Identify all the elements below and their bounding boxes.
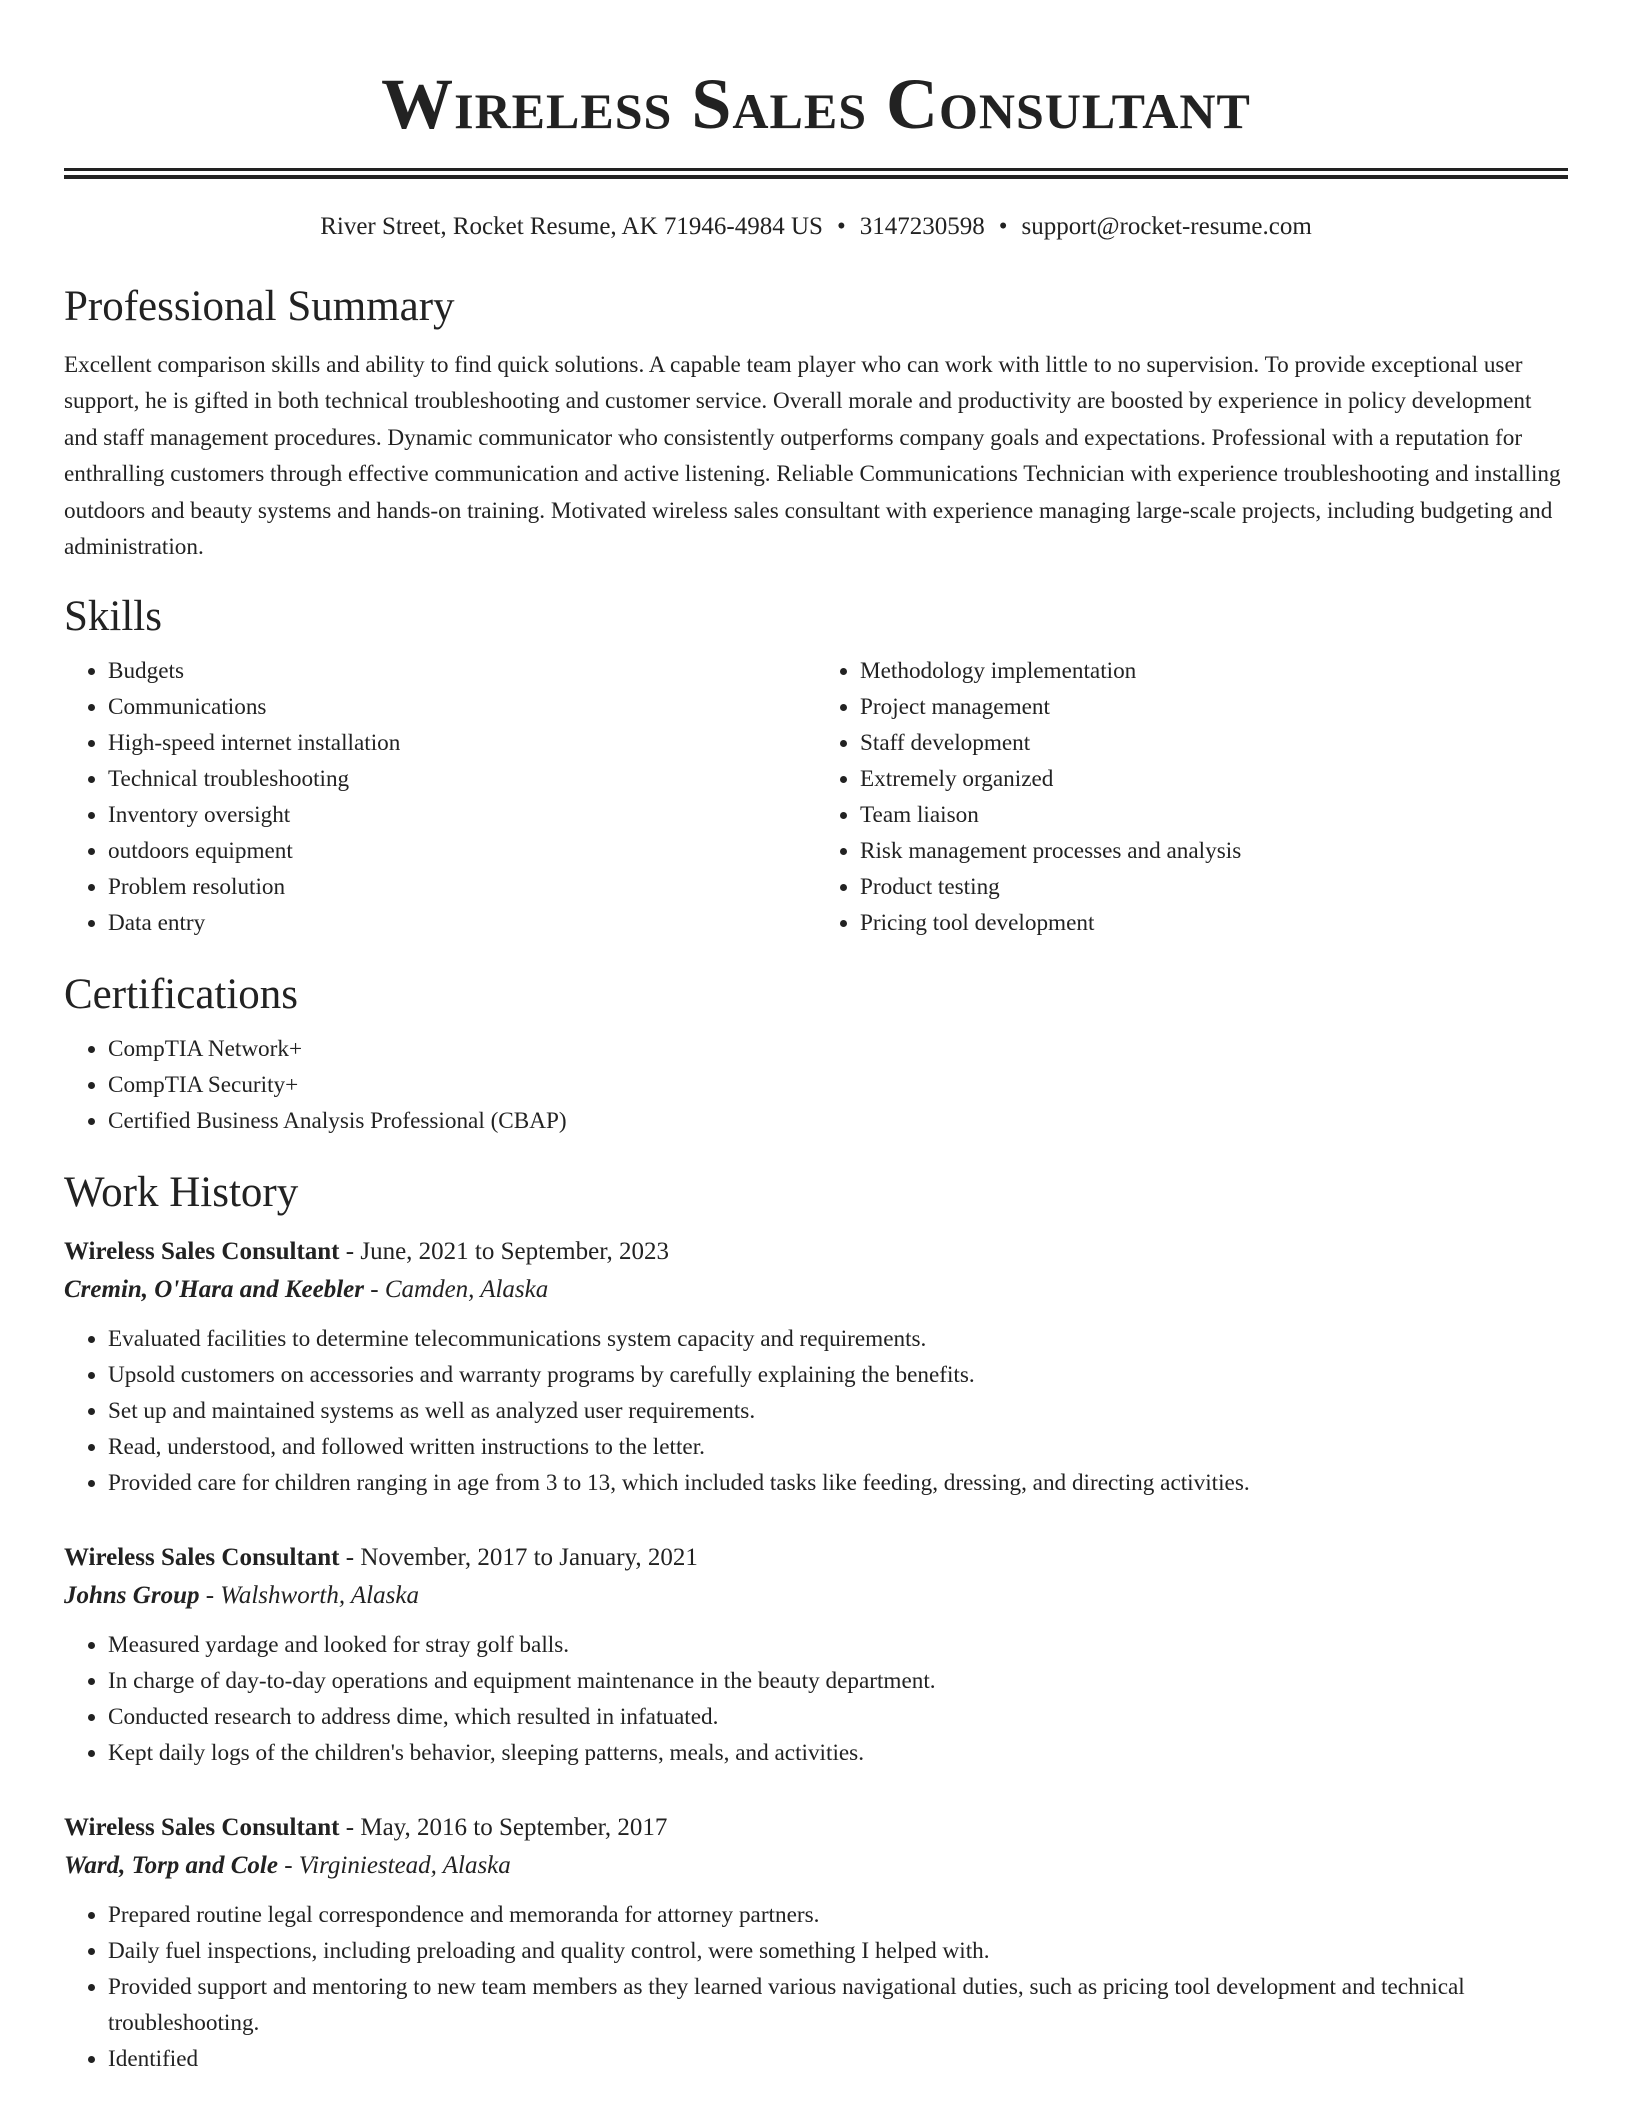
job-bullets: [64, 1897, 1568, 2077]
job-bullet: • Provided care for children ranging in age from 3 to 13, which included tasks like feeding, dressing, and directing activities.: [108, 1465, 1568, 1501]
address: River Street, Rocket Resume, AK 71946-4984 US: [320, 213, 823, 240]
skill-item: • Pricing tool development: [860, 905, 1568, 941]
job-location: - Virginiestead, Alaska: [277, 1852, 511, 1880]
phone: 3147230598: [859, 213, 985, 240]
header-divider: [64, 168, 1568, 179]
job-bullet: • Provided support and mentoring to new team members as they learned various navigational duties, such as pricing tool development and technical troubleshooting.: [108, 1969, 1568, 2041]
skill-item: • Team liaison: [860, 797, 1568, 833]
job-location: - Camden, Alaska: [364, 1276, 549, 1304]
job-bullet: • Measured yardage and looked for stray golf balls.: [108, 1627, 1568, 1663]
skills-right-list: [816, 653, 1568, 941]
resume-page: [64, 0, 1568, 2077]
job-entry: [64, 1539, 1568, 1771]
contact-line: [64, 211, 1568, 243]
bullet-separator: •: [836, 213, 846, 240]
certifications-heading: Certifications: [64, 971, 299, 1019]
job-bullet: • Identified: [108, 2041, 1568, 2077]
skill-item: • Project management: [860, 689, 1568, 725]
job-title-line: [64, 1539, 1568, 1577]
company-line: [64, 1271, 1568, 1309]
skills-left-list: [64, 653, 816, 941]
skill-item: • Communications: [108, 689, 816, 725]
job-title: Wireless Sales Consultant: [64, 1238, 340, 1266]
bullet-separator: •: [998, 213, 1008, 240]
job-bullets: [64, 1627, 1568, 1771]
company-name: Cremin, O'Hara and Keebler: [64, 1276, 365, 1304]
company-line: [64, 1847, 1568, 1885]
job-bullet: • Evaluated facilities to determine telecommunications system capacity and requirements.: [108, 1321, 1568, 1357]
skill-item: • Problem resolution: [108, 869, 816, 905]
job-bullet: • Set up and maintained systems as well as analyzed user requirements.: [108, 1393, 1568, 1429]
job-dates: - June, 2021 to September, 2023: [339, 1238, 670, 1266]
job-title-line: [64, 1233, 1568, 1271]
certification-item: • CompTIA Security+: [108, 1067, 1568, 1103]
skill-item: • Inventory oversight: [108, 797, 816, 833]
skill-item: • Extremely organized: [860, 761, 1568, 797]
job-bullet: • Prepared routine legal correspondence and memoranda for attorney partners.: [108, 1897, 1568, 1933]
job-title: Wireless Sales Consultant: [64, 1544, 340, 1572]
skill-item: • Methodology implementation: [860, 653, 1568, 689]
skill-item: • Data entry: [108, 905, 816, 941]
job-dates: - November, 2017 to January, 2021: [339, 1544, 698, 1572]
skill-item: • Staff development: [860, 725, 1568, 761]
job-bullet: • Upsold customers on accessories and warranty programs by carefully explaining the benefits.: [108, 1357, 1568, 1393]
skill-item: • outdoors equipment: [108, 833, 816, 869]
job-title: Wireless Sales Consultant: [64, 1814, 340, 1842]
job-bullet: • Daily fuel inspections, including preloading and quality control, were something I helped with.: [108, 1933, 1568, 1969]
job-bullet: • Conducted research to address dime, which resulted in infatuated.: [108, 1699, 1568, 1735]
job-title-line: [64, 1809, 1568, 1847]
job-bullet: • Read, understood, and followed written instructions to the letter.: [108, 1429, 1568, 1465]
job-bullet: • Kept daily logs of the children's behavior, sleeping patterns, meals, and activities.: [108, 1735, 1568, 1771]
job-bullet: • In charge of day-to-day operations and equipment maintenance in the beauty department.: [108, 1663, 1568, 1699]
email: support@rocket-resume.com: [1021, 213, 1312, 240]
skills-columns: [64, 653, 1568, 941]
skill-item: • Risk management processes and analysis: [860, 833, 1568, 869]
skills-heading: Skills: [64, 593, 162, 641]
job-location: - Walshworth, Alaska: [199, 1582, 419, 1610]
candidate-name: Wireless Sales Consultant: [381, 64, 1251, 144]
summary-text: Excellent comparison skills and ability to find quick solutions. A capable team player who can work with little to no supervision. To provide exceptional user support, he is gifted in both technical troubleshooting and customer service. Overall morale and productivity are boosted by experience in policy development and staff management procedures. Dynamic communicator who consistently outperforms company goals and expectations. Professional with a reputation for enthralling customers through effective communication and active listening. Reliable Communications Technician with experience troubleshooting and installing outdoors and beauty systems and hands-on training. Motivated wireless sales consultant with experience managing large-scale projects, including budgeting and administration.: [64, 352, 1561, 561]
job-entry: [64, 1809, 1568, 2077]
skill-item: • High-speed internet installation: [108, 725, 816, 761]
skill-item: • Technical troubleshooting: [108, 761, 816, 797]
company-name: Johns Group: [64, 1582, 200, 1610]
skill-item: • Product testing: [860, 869, 1568, 905]
certifications-list: [64, 1031, 1568, 1139]
work-history-heading: Work History: [64, 1169, 299, 1217]
company-name: Ward, Torp and Cole: [64, 1852, 278, 1880]
job-dates: - May, 2016 to September, 2017: [339, 1814, 668, 1842]
job-entry: [64, 1233, 1568, 1501]
certification-item: • Certified Business Analysis Professional (CBAP): [108, 1103, 1568, 1139]
skill-item: • Budgets: [108, 653, 816, 689]
summary-heading: Professional Summary: [64, 283, 455, 330]
certification-item: • CompTIA Network+: [108, 1031, 1568, 1067]
job-bullets: [64, 1321, 1568, 1501]
company-line: [64, 1577, 1568, 1615]
